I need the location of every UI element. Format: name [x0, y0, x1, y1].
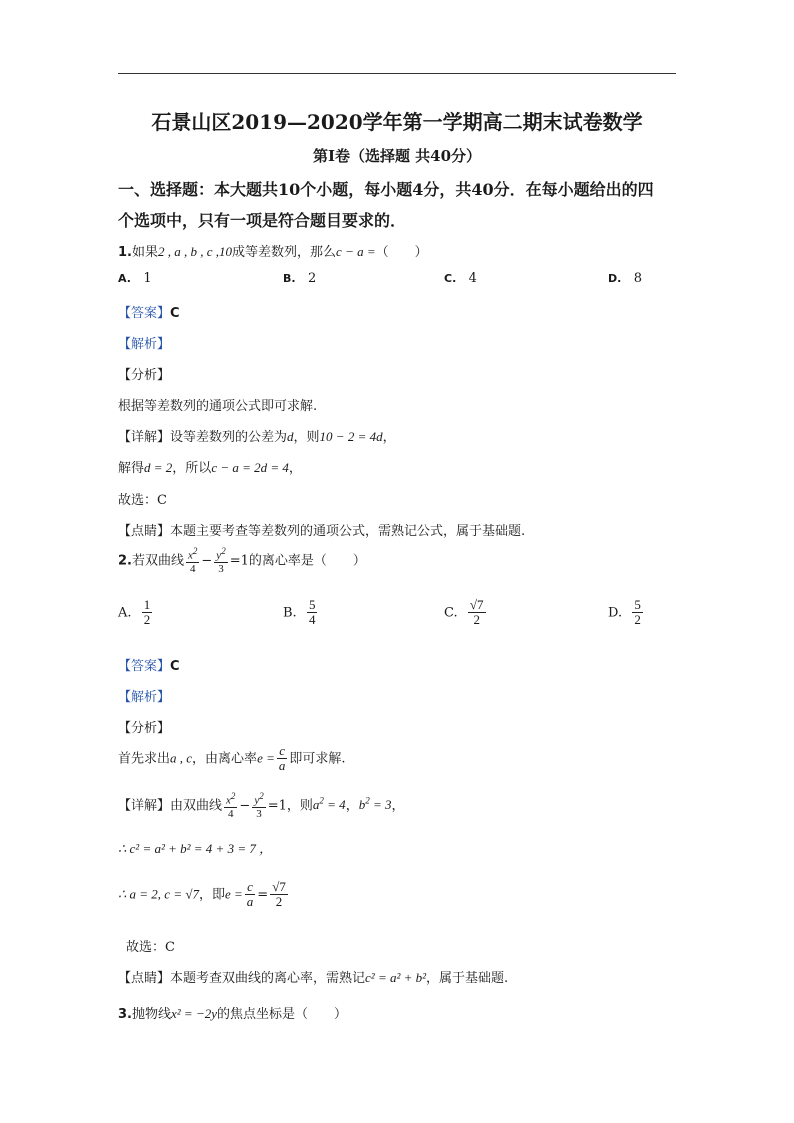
q2-answer: 【答案】C: [118, 659, 180, 674]
section-heading-line1: 一、选择题：本大题共10个小题，每小题4分，共40分．在每小题给出的四: [118, 180, 654, 199]
q2-fenxi-tag: 【分析】: [118, 721, 171, 736]
q1-fenxi-tag: 【分析】: [118, 368, 171, 383]
question-3-stem: 3.抛物线x² = −2y的焦点坐标是（ ）: [118, 1006, 347, 1022]
q2-detail: 【详解】由双曲线 $\frac{x^2}{4}$ − $\frac{y^2}{3}$ =1，则$a^2 = 4$，$b^2 = 3$，: [118, 791, 405, 820]
q1-option-d: D. 8: [608, 271, 642, 286]
q1-comment: 【点睛】本题主要考查等差数列的通项公式，需熟记公式，属于基础题.: [118, 524, 526, 539]
q2-choose: 故选：C: [126, 940, 175, 955]
q2-line2: ∴ c² = a² + b² = 4 + 3 = 7 ，: [118, 841, 273, 856]
section-heading-line2: 个选项中，只有一项是符合题目要求的．: [118, 211, 407, 230]
question-2-stem: 2.若双曲线 $\frac{x^2}{4}$ − $\frac{y^2}{3}$ =1的离心率是（ ）: [118, 546, 366, 575]
header-rule: [118, 73, 676, 74]
q2-option-d: D. $\frac{5}{2}$: [608, 597, 641, 628]
q2-comment: 【点睛】本题考查双曲线的离心率，需熟记c² = a² + b²，属于基础题.: [118, 970, 509, 986]
q1-analysis-tag: 【解析】: [118, 337, 171, 352]
q1-option-a: A. 1: [118, 271, 152, 286]
q1-option-c: C. 4: [444, 271, 477, 286]
q2-analysis-tag: 【解析】: [118, 690, 171, 705]
q1-fenxi-text: 根据等差数列的通项公式即可求解.: [118, 399, 318, 414]
q2-option-c: C. $\frac{√7}{2}$: [444, 597, 484, 628]
page-title: 石景山区2019—2020学年第一学期高二期末试卷数学: [151, 110, 643, 134]
q1-answer: 【答案】C: [118, 306, 180, 321]
q1-choose: 故选：C: [118, 493, 167, 508]
q1-detail: 【详解】设等差数列的公差为d，则10 − 2 = 4d，: [118, 429, 396, 445]
q2-option-a: A. $\frac{1}{2}$: [118, 597, 151, 628]
q1-solve: 解得d = 2，所以c − a = 2d = 4，: [118, 460, 302, 476]
q2-line3: ∴ a = 2, c = √7，即e = $\frac{c}{a}$ = $\frac{√7}{2}$: [118, 879, 286, 910]
q2-option-b: B. $\frac{5}{4}$: [283, 597, 316, 628]
q1-option-b: B. 2: [283, 271, 317, 286]
question-1-stem: 1.如果2 , a , b , c ,10成等差数列，那么c − a =（ ）: [118, 244, 428, 260]
q2-fenxi-text: 首先求出a , c，由离心率e = $\frac{c}{a}$ 即可求解.: [118, 743, 346, 774]
page-subtitle: 第Ⅰ卷（选择题 共40分）: [312, 147, 482, 165]
